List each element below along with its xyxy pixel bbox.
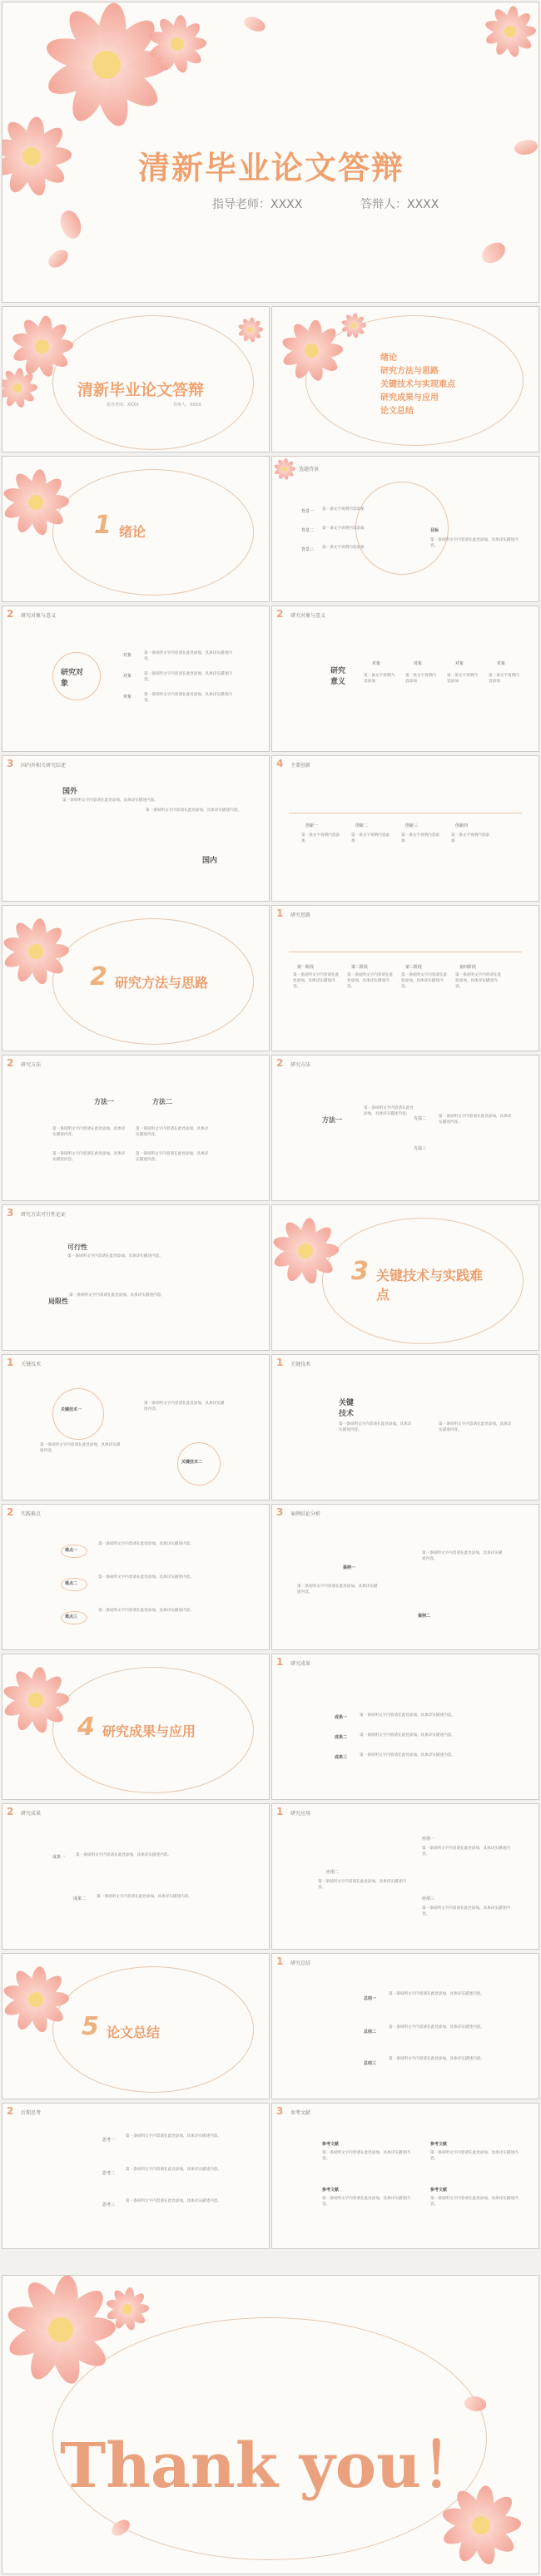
item-text: 第一条说明文字内容请在此处添加，具体详实描述内容。 bbox=[430, 2151, 519, 2161]
petal-icon bbox=[55, 207, 87, 241]
thank-you-slide bbox=[2, 2275, 539, 2574]
slide-title: 选题背景 bbox=[299, 467, 320, 472]
slide-cover-small bbox=[2, 306, 270, 452]
item-text: 第一条说明文字内容请在此处添加，具体详实描述内容。 bbox=[439, 1115, 512, 1125]
flower-icon bbox=[2, 1663, 73, 1738]
slide-toc bbox=[271, 306, 539, 452]
slide-number: 2 bbox=[7, 1506, 14, 1518]
slide-number: 1 bbox=[276, 1656, 284, 1668]
item-label: 背景一 bbox=[301, 509, 315, 514]
petal-icon bbox=[46, 245, 72, 271]
item-text: 第一条说明文字内容请在此处添加，具体详实描述内容。 bbox=[40, 1443, 121, 1453]
slide-section-1 bbox=[2, 456, 270, 602]
item-label: 思考一 bbox=[102, 2138, 116, 2143]
item-text: 第一条说明文字内容请在此处添加，具体详实描述内容。 bbox=[422, 1847, 510, 1857]
section-number: 5 bbox=[82, 2012, 99, 2041]
slide-background bbox=[271, 456, 539, 602]
item-label: 对象 bbox=[123, 653, 132, 658]
item-text: 第一条说明文字内容请在此处添加，具体详实描述内容。 bbox=[401, 973, 448, 989]
slide-literature-review bbox=[2, 755, 270, 902]
slide-research-approach bbox=[271, 905, 539, 1051]
item-label: 对象 bbox=[372, 661, 381, 666]
item-label: 创新二 bbox=[355, 823, 369, 828]
slide-section-5 bbox=[2, 1953, 270, 2099]
item-label: 思考二 bbox=[102, 2171, 116, 2176]
item-text: 第一条说明文字内容请在此处添加，具体详实描述内容。 bbox=[144, 651, 232, 661]
item-label: 难点二 bbox=[65, 1581, 78, 1586]
item-label: 背景二 bbox=[301, 528, 315, 533]
item-text: 第一条说明文字内容请在此处添加，具体详实描述内容。 bbox=[360, 1753, 455, 1758]
item-text: 第一条说明文字内容请在此处添加，具体详实描述内容。 bbox=[144, 693, 232, 703]
slide-results-2 bbox=[2, 1803, 270, 1950]
item-label: 应用一 bbox=[422, 1837, 435, 1842]
slide-results bbox=[271, 1654, 539, 1800]
item-label: 国外 bbox=[62, 788, 78, 796]
slide-title: 研究总结 bbox=[290, 1960, 311, 1966]
flower-icon bbox=[272, 457, 297, 482]
item-label: 总结三 bbox=[364, 2061, 377, 2066]
cover-title: 清新毕业论文答辩 bbox=[137, 150, 405, 186]
item-label: 难点三 bbox=[65, 1614, 78, 1619]
slide-section-2 bbox=[2, 905, 270, 1051]
slide-title: 关键技术 bbox=[21, 1362, 42, 1367]
item-label: 可行性 bbox=[67, 1244, 87, 1251]
slide-number: 3 bbox=[7, 758, 14, 769]
slide-innovation bbox=[271, 755, 539, 902]
vine-decoration bbox=[52, 469, 254, 596]
item-text: 第一条说明文字内容请在此处添加，具体详实描述内容。 bbox=[136, 1127, 209, 1137]
cover-small-advisor: 指导老师：XXXX bbox=[107, 403, 139, 408]
slide-number: 2 bbox=[7, 608, 14, 620]
slide-application bbox=[271, 1803, 539, 1950]
item-label: 背景三 bbox=[301, 547, 315, 552]
flower-icon bbox=[481, 2, 539, 61]
item-label: 应用三 bbox=[422, 1896, 435, 1901]
petal-icon bbox=[463, 2393, 489, 2415]
item-label: 参考文献 bbox=[322, 2142, 340, 2147]
section-title: 绪论 bbox=[119, 524, 146, 540]
section-number: 3 bbox=[351, 1257, 369, 1286]
item-text: 第一条文字说明内容添加 bbox=[489, 674, 519, 684]
item-text: 第一条文字说明内容添加 bbox=[322, 527, 365, 531]
item-label: 成果一 bbox=[52, 1855, 66, 1860]
slide-title: 研究对象与意义 bbox=[290, 613, 326, 619]
item-label: 总结一 bbox=[364, 1996, 377, 2001]
flower-icon bbox=[102, 2284, 152, 2334]
toc-list bbox=[380, 350, 455, 417]
flower-icon bbox=[236, 315, 265, 344]
cover-student: 答辩人：XXXX bbox=[360, 198, 439, 211]
slide-title: 参考文献 bbox=[290, 2110, 311, 2116]
slide-section-3 bbox=[271, 1204, 539, 1351]
slide-number: 3 bbox=[276, 1506, 284, 1518]
slide-title: 研究方法 bbox=[21, 1062, 42, 1068]
item-text: 第一条说明文字内容请在此处添加，具体详实描述内容。 bbox=[144, 1402, 225, 1412]
toc-item[interactable]: 关键技术与实现难点 bbox=[380, 380, 455, 389]
item-text: 第一条说明文字内容请在此处添加，具体详实描述内容。 bbox=[146, 808, 241, 813]
item-label: 案例二 bbox=[418, 1614, 431, 1619]
item-text: 第一条文字说明内容添加 bbox=[364, 674, 395, 684]
toc-item[interactable]: 研究成果与应用 bbox=[380, 393, 439, 403]
slide-title: 实践难点 bbox=[21, 1511, 42, 1517]
item-text: 第一条说明文字内容请在此处添加，具体详实描述内容。 bbox=[126, 2168, 221, 2172]
cover-slide bbox=[2, 2, 539, 303]
slide-number: 2 bbox=[276, 1057, 284, 1069]
slide-title: 研究成果 bbox=[290, 1661, 311, 1667]
item-text: 第一条说明文字内容请在此处添加，具体详实描述内容。 bbox=[360, 1733, 455, 1738]
item-label: 对象 bbox=[123, 674, 132, 679]
slide-feasibility bbox=[2, 1204, 270, 1351]
item-text: 第一条文字说明内容添加 bbox=[322, 507, 365, 512]
item-text: 第一条说明文字内容请在此处添加，具体详实描述内容。 bbox=[322, 2197, 410, 2207]
item-label: 方法二 bbox=[414, 1116, 427, 1121]
petal-icon bbox=[242, 13, 268, 36]
item-text: 第一条文字说明内容添加 bbox=[322, 546, 365, 550]
slide-difficulties bbox=[2, 1504, 270, 1650]
item-text: 第一条说明文字内容请在此处添加，具体详实描述内容。 bbox=[389, 2057, 484, 2061]
slide-number: 1 bbox=[7, 1357, 14, 1368]
slide-object-significance-2 bbox=[271, 606, 539, 752]
item-label: 方法三 bbox=[414, 1146, 427, 1151]
item-text: 第一条说明文字内容请在此处添加，具体详实描述内容。 bbox=[422, 1551, 503, 1561]
item-label: 创新一 bbox=[305, 823, 319, 828]
flower-icon bbox=[2, 465, 73, 540]
item-text: 第一条说明文字内容请在此处添加，具体详实描述内容。 bbox=[98, 1575, 194, 1580]
item-text: 第一条说明文字内容请在此处添加，具体详实描述内容。 bbox=[98, 1609, 194, 1613]
section-number: 2 bbox=[90, 962, 107, 991]
flower-icon bbox=[271, 1214, 343, 1288]
item-label: 对象 bbox=[414, 661, 423, 666]
item-text: 第一条说明文字内容请在此处添加，具体详实描述内容。 bbox=[318, 1880, 406, 1890]
slide-number: 1 bbox=[276, 1955, 284, 1967]
item-label: 总结二 bbox=[364, 2030, 377, 2035]
item-text: 第一条文字说明内容添加 bbox=[405, 674, 436, 684]
slide-key-tech bbox=[2, 1354, 270, 1501]
slide-title: 研究成果 bbox=[21, 1811, 42, 1817]
item-label: 关键技术一 bbox=[61, 1407, 82, 1412]
item-label: 对象 bbox=[497, 661, 506, 666]
slide-number: 1 bbox=[276, 907, 284, 919]
section-title: 研究成果与应用 bbox=[102, 1723, 196, 1739]
item-label: 国内 bbox=[202, 857, 218, 865]
cover-advisor: 指导老师：XXXX bbox=[212, 198, 303, 211]
item-text: 第一条说明文字内容请在此处添加，具体详实描述内容。 bbox=[98, 1542, 194, 1546]
slide-reflection bbox=[2, 2103, 270, 2249]
item-text: 第一条说明文字内容请在此处添加，具体详实描述内容。 bbox=[455, 973, 502, 989]
item-label: 创新四 bbox=[455, 823, 469, 828]
slide-title: 研究方法 bbox=[290, 1062, 311, 1068]
center-label: 研究意义 bbox=[330, 667, 346, 686]
item-text: 第一条说明文字内容请在此处添加，具体详实描述内容。 bbox=[339, 1422, 412, 1432]
item-label: 应用二 bbox=[326, 1870, 340, 1875]
item-label: 参考文献 bbox=[430, 2142, 448, 2147]
slide-number: 3 bbox=[276, 2105, 284, 2117]
slide-summary bbox=[271, 1953, 539, 2099]
item-text: 第一条文字说明内容添加 bbox=[451, 833, 489, 843]
toc-item[interactable]: 论文总结 bbox=[380, 407, 414, 416]
item-text: 第一条说明文字内容请在此处添加，具体详实描述内容。 bbox=[69, 1293, 165, 1298]
item-label: 成果二 bbox=[335, 1735, 348, 1740]
cover-small-title: 清新毕业论文答辩 bbox=[77, 381, 205, 399]
item-label: 对象 bbox=[455, 661, 464, 666]
slide-title: 后期思考 bbox=[21, 2110, 42, 2116]
thank-you-text: Thank you！ bbox=[60, 2430, 483, 2502]
item-label: 成果一 bbox=[335, 1715, 348, 1720]
section-title: 论文总结 bbox=[107, 2025, 161, 2040]
slide-number: 1 bbox=[276, 1357, 284, 1368]
item-label: 参考文献 bbox=[322, 2188, 340, 2193]
slide-title: 研究思路 bbox=[290, 912, 311, 918]
item-text: 第一条说明文字内容请在此处添加，具体详实描述内容。 bbox=[297, 1585, 378, 1595]
item-label: 局限性 bbox=[48, 1298, 68, 1305]
flower-icon bbox=[2, 914, 73, 989]
slide-methods bbox=[2, 1055, 270, 1201]
item-text: 第一条说明文字内容请在此处添加，具体详实描述内容。 bbox=[364, 1106, 414, 1116]
item-label: 方法一 bbox=[94, 1098, 114, 1105]
item-text: 第一条说明文字内容请在此处添加，具体详实描述内容。 bbox=[389, 2025, 484, 2030]
item-text: 第一条说明文字内容请在此处添加，具体详实描述内容。 bbox=[126, 2199, 221, 2203]
item-text: 第一条说明文字内容请在此处添加，具体详实描述内容。 bbox=[430, 538, 519, 548]
item-label: 方法二 bbox=[152, 1098, 172, 1105]
flower-icon bbox=[339, 311, 368, 340]
item-text: 第一条文字说明内容添加 bbox=[351, 833, 390, 843]
item-label: 成果二 bbox=[73, 1896, 87, 1901]
flower-icon bbox=[144, 11, 211, 77]
slide-number: 2 bbox=[7, 1806, 14, 1817]
slide-case-analysis bbox=[271, 1504, 539, 1650]
slide-number: 1 bbox=[276, 1806, 284, 1817]
section-title: 关键技术与实践难点 bbox=[376, 1268, 484, 1303]
item-label: 目标 bbox=[430, 528, 439, 533]
flower-icon bbox=[276, 315, 347, 386]
item-text: 第一条说明文字内容请在此处添加，具体详实描述内容。 bbox=[293, 973, 340, 989]
slide-number: 2 bbox=[7, 1057, 14, 1069]
item-text: 第一条说明文字内容请在此处添加，具体详实描述内容。 bbox=[439, 1422, 512, 1432]
item-text: 第一条说明文字内容请在此处添加，具体详实描述内容。 bbox=[430, 2197, 519, 2207]
toc-item[interactable]: 研究方法与思路 bbox=[380, 367, 439, 376]
item-text: 第一条文字说明内容添加 bbox=[401, 833, 439, 843]
slide-title: 案例结论分析 bbox=[290, 1511, 321, 1517]
tech-bubble bbox=[52, 1388, 104, 1440]
item-label: 第三阶段 bbox=[405, 965, 423, 970]
item-label: 第四阶段 bbox=[459, 965, 477, 970]
flower-icon bbox=[2, 365, 40, 411]
slide-number: 2 bbox=[7, 2105, 14, 2117]
item-text: 第一条说明文字内容请在此处添加，具体详实描述内容。 bbox=[136, 1152, 209, 1162]
petal-icon bbox=[109, 2518, 133, 2539]
slide-title: 研究应用 bbox=[290, 1811, 311, 1817]
item-text: 第一条说明文字内容请在此处添加，具体详实描述内容。 bbox=[76, 1853, 171, 1857]
slide-object-significance bbox=[2, 606, 270, 752]
slide-number: 4 bbox=[276, 758, 284, 769]
item-label: 创新三 bbox=[405, 823, 419, 828]
slide-title: 关键技术 bbox=[290, 1362, 311, 1367]
slide-title: 研究方法可行性论证 bbox=[21, 1212, 67, 1218]
item-label: 参考文献 bbox=[430, 2188, 448, 2193]
flower-icon bbox=[2, 1962, 73, 2037]
item-label: 第一阶段 bbox=[297, 965, 315, 970]
slide-key-tech-2 bbox=[271, 1354, 539, 1501]
item-label: 成果三 bbox=[335, 1755, 348, 1760]
cover-small-student: 答辩人：XXXX bbox=[173, 403, 201, 408]
item-text: 第一条文字说明内容添加 bbox=[447, 674, 478, 684]
item-text: 第一条说明文字内容请在此处添加，具体详实描述内容。 bbox=[52, 1152, 126, 1162]
item-text: 第一条文字说明内容添加 bbox=[301, 833, 340, 843]
slide-number: 3 bbox=[7, 1207, 14, 1219]
item-text: 第一条说明文字内容请在此处添加，具体详实描述内容。 bbox=[360, 1713, 455, 1718]
item-label: 思考三 bbox=[102, 2203, 116, 2208]
slide-number: 2 bbox=[276, 608, 284, 620]
slide-methods-2 bbox=[271, 1055, 539, 1201]
slide-references bbox=[271, 2103, 539, 2249]
item-label: 关键技术二 bbox=[181, 1460, 203, 1465]
item-text: 第一条说明文字内容请在此处添加，具体详实描述内容。 bbox=[126, 2134, 221, 2138]
item-text: 第一条说明文字内容请在此处添加，具体详实描述内容。 bbox=[322, 2151, 410, 2161]
item-text: 第一条说明文字内容请在此处添加，具体详实描述内容。 bbox=[52, 1127, 126, 1137]
section-title: 研究方法与思路 bbox=[115, 975, 209, 991]
section-number: 1 bbox=[94, 511, 112, 540]
section-number: 4 bbox=[77, 1713, 95, 1742]
item-text: 第一条说明文字内容请在此处添加，具体详实描述内容。 bbox=[422, 1906, 510, 1916]
item-label: 案例一 bbox=[343, 1565, 356, 1570]
item-text: 第一条说明文字内容请在此处添加，具体详实描述内容。 bbox=[67, 1254, 163, 1258]
toc-item[interactable]: 绪论 bbox=[380, 354, 397, 363]
item-text: 第一条说明文字内容请在此处添加，具体详实描述内容。 bbox=[97, 1895, 192, 1899]
petal-icon bbox=[479, 240, 509, 266]
item-text: 第一条说明文字内容请在此处添加，具体详实描述内容。 bbox=[62, 799, 158, 803]
item-label: 第二阶段 bbox=[351, 965, 369, 970]
item-label: 方法一 bbox=[322, 1116, 342, 1124]
item-label: 难点一 bbox=[65, 1548, 78, 1553]
slide-title: 主要创新 bbox=[290, 763, 311, 769]
slide-section-4 bbox=[2, 1654, 270, 1800]
item-text: 第一条说明文字内容请在此处添加，具体详实描述内容。 bbox=[144, 672, 232, 682]
slide-title: 研究对象与意义 bbox=[21, 613, 57, 619]
center-label: 关键技术 bbox=[339, 1399, 355, 1418]
slide-title: 国内外相关研究综述 bbox=[21, 763, 67, 769]
item-label: 对象 bbox=[123, 695, 132, 700]
center-label: 研究对象 bbox=[61, 669, 84, 688]
item-text: 第一条说明文字内容请在此处添加，具体详实描述内容。 bbox=[347, 973, 394, 989]
item-text: 第一条说明文字内容请在此处添加，具体详实描述内容。 bbox=[389, 1992, 484, 1996]
